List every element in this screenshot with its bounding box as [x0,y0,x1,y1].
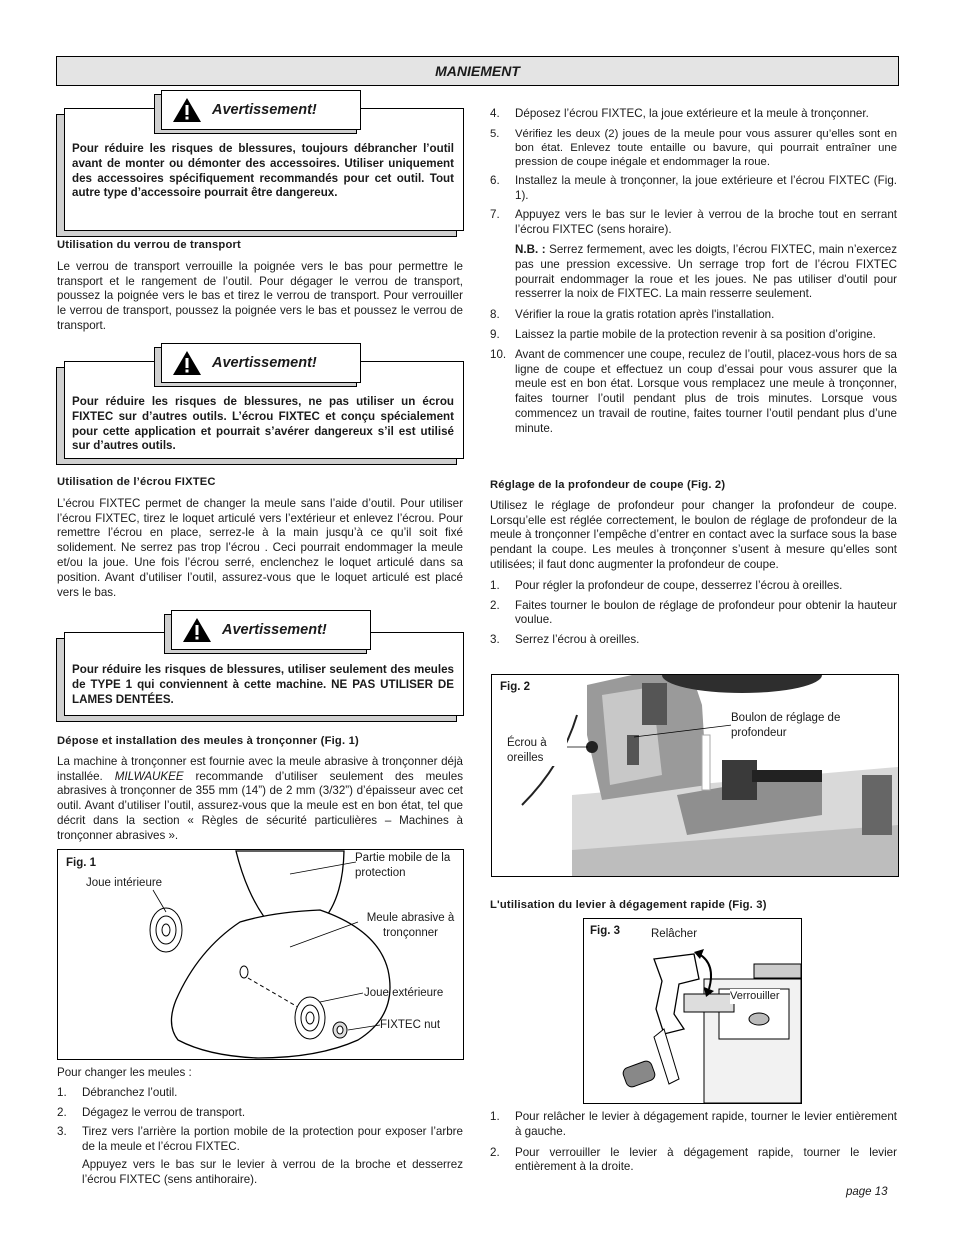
warning-title: Avertissement! [161,90,361,130]
section-header: MANIEMENT [56,56,899,86]
paragraph: Le verrou de transport verrouille la poignée vers le bas pour permettre le transport et le rangement de l’outil. Pour dégager le verrou de transport, poussez la poignée vers le bas et tirez le verrou de transport. Pour verrouiller le verrou de transport, poussez la poignée vers le bas et poussez le verrou de transport. [57,259,463,332]
label-relacher: Relâcher [651,928,698,940]
figure-3 [583,918,802,1104]
paragraph: Utilisez le réglage de profondeur pour changer la profondeur de coupe. Lorsqu’elle est réglée correctement, le boulon de réglage de profondeur de la meule à tronçonner l’empêche d’entrer en contact avec la surface sous la base pendant la coupe. Les meules à tronçonner s’usent à mesure qu’elles sont utilisées; il faut donc augmenter la profondeur de coupe. [490,498,897,571]
label-joue-interieure: Joue intérieure [86,877,163,889]
list-item: 7. Appuyez vers le bas sur le levier à verrou de la broche tout en serrant l’écrou FIXTEC (sens horaire). [490,208,897,237]
list-item: 4. Déposez l’écrou FIXTEC, la joue extérieure et la meule à tronçonner. [490,107,869,120]
warning-triangle-icon [172,97,202,123]
label-verrouiller: Verrouiller [730,990,780,1002]
figure-1 [57,849,464,1060]
figure-2 [491,674,899,877]
lever-section [490,898,897,913]
changer-section [57,1066,463,1188]
label-meule-abrasive: Meule abrasive à tronçonner [366,912,455,939]
list-item: 5. Vérifiez les deux (2) joues de la meule pour vous assurer qu’elles sont en bon état. Enlevez toute entaille ou bavure, qui pourrait entraîner une pression de coupe inégale et endommager la roue. [490,127,897,168]
paragraph: La machine à tronçonner est fournie avec la meule abrasive à tronçonner déjà installée. MILWAUKEE recommande d’utiliser seulement des meules abrasives à tronçonner de 355 mm (14”) de 2 mm (3/32”) d’épaisseur avec cet outil. Avant d’utiliser l’outil, assurez-vous que la meule est en bon état, tel que décrit dans la section « Règles de sécurité particulières – Machines à tronçonner abrasives ». [57,754,463,842]
depth-steps-list [490,579,897,648]
list-item: 2. Pour verrouiller le levier à dégagement rapide, tourner le levier entièrement à la droite. [490,1145,897,1174]
list-item: 2. Faites tourner le boulon de réglage de profondeur pour obtenir la hauteur voulue. [490,598,897,627]
list-item: 3. Serrez l’écrou à oreilles. [490,633,640,647]
lever-diagram [584,919,801,1103]
list-item: 1. Pour régler la profondeur de coupe, desserrez l’écrou à oreilles. [490,578,843,592]
depose-section [57,734,463,844]
lever-steps-list [490,1110,897,1180]
label-joue-exterieure: Joue extérieure [364,987,444,999]
warning-title: Avertissement! [171,610,371,650]
page-number: page 13 [846,1186,888,1198]
warning-text: Pour réduire les risques de blessures, utiliser seulement des meules de TYPE 1 qui conviennent à cette machine. NE PAS UTILISER DE LAMES DENTÉES. [72,663,454,706]
figure-label: Fig. 3 [590,925,621,937]
list-item: 9. Laissez la partie mobile de la protection revenir à sa position d’origine. [490,327,876,341]
depth-section [490,478,897,653]
list-item: 10. Avant de commencer une coupe, reculez de l’outil, placez-vous hors de sa ligne de coupe et effectuez un coup d’essai pour vous assurer que la meule est en bon état. Lorsque vous remplacez une meule à tronçonner, faites tourner l’outil pendant plus de trois minutes. Lorsque vous commencez un travail de routine, faites tourner l’outil pendant plus d’une minute. [490,347,897,435]
list-item: 1. Pour relâcher le levier à dégagement rapide, tourner le levier entièrement à gauche. [490,1110,897,1138]
section-heading: Réglage de la profondeur de coupe (Fig. 2) [490,479,726,491]
warning-text: Pour réduire les risques de blessures, ne pas utiliser un écrou FIXTEC sur d’autres outils. L’écrou FIXTEC et conçu spécialement pour cette application et pourrait s’avérer dangereux s’il est utilisé sur d’autres outils. [72,395,454,453]
section-heading: Utilisation du verrou de transport [57,239,241,251]
paragraph: Pour changer les meules : [57,1066,192,1079]
label-boulon: Boulon de réglage de profondeur [731,711,871,741]
warning-text: Pour réduire les risques de blessures, toujours débrancher l’outil avant de monter ou démonter des accessoires. Utiliser uniquement des accessoires spécifiquement recommandés pour cet outil. Tout autre type d’accessoire pourrait être dangereux. [72,142,454,200]
figure-label: Fig. 1 [66,857,97,869]
list-item: 8. Vérifier la roue la gratis rotation après l'installation. [490,308,775,322]
label-fixtec-nut: FIXTEC nut [380,1019,441,1031]
warning-title: Avertissement! [161,343,361,383]
warning-triangle-icon [182,617,212,643]
list-item: 3. Tirez vers l’arrière la portion mobile de la protection pour exposer l’arbre de la meule et l’écrou FIXTEC. [57,1125,463,1154]
steps-list-right [490,107,897,442]
depth-adjust-photo [492,675,898,876]
list-item: 6. Installez la meule à tronçonner, la joue extérieure et l’écrou FIXTEC (Fig. 1). [490,173,897,202]
transport-section [57,238,463,334]
list-item: 1. Débranchez l’outil. [57,1085,178,1099]
fixtec-section [57,475,463,600]
label-ecrou: Écrou à oreilles [507,736,567,766]
steps-list [57,1086,463,1188]
paragraph: L’écrou FIXTEC permet de changer la meule sans l’aide d’outil. Pour utiliser l’écrou FIXTEC, tirez le loquet articulé vers l’extérieur et enlevez l’écrou. Pour remettre l’écrou en place, serrez-le à la main jusqu’à ce qu’il soit fixé solidement. Ne serrez pas trop l’écrou . Ceci pourrait endommager la meule et/ou la joue. Une fois l’écrou serré, enclenchez le loquet articulé dans sa position. Avant d’utiliser l’outil, assurez-vous que le loquet articulé est placé vers le bas. [57,496,463,599]
figure-label: Fig. 2 [500,681,531,693]
section-heading: Utilisation de l’écrou FIXTEC [57,476,216,488]
list-item: 2. Dégagez le verrou de transport. [57,1105,246,1119]
section-heading: L'utilisation du levier à dégagement rapide (Fig. 3) [490,899,767,911]
label-partie-mobile: Partie mobile de la protection [355,852,451,879]
list-item-continuation: Appuyez vers le bas sur le levier à verrou de la broche et desserrez l’écrou FIXTEC (sens antihoraire). [82,1157,463,1186]
warning-triangle-icon [172,350,202,376]
note: N.B. : Serrez fermement, avec les doigts, l’écrou FIXTEC, main n’exercez pas une pression excessive. Un serrage trop fort de l’écrou FIXTEC pourrait endommager la roue et les joues. Ne pas utiliser d'outil pour resserrer la noix de FIXTEC. La main resserre seulement. [515,242,897,301]
section-heading: Dépose et installation des meules à tronçonner (Fig. 1) [57,735,359,747]
